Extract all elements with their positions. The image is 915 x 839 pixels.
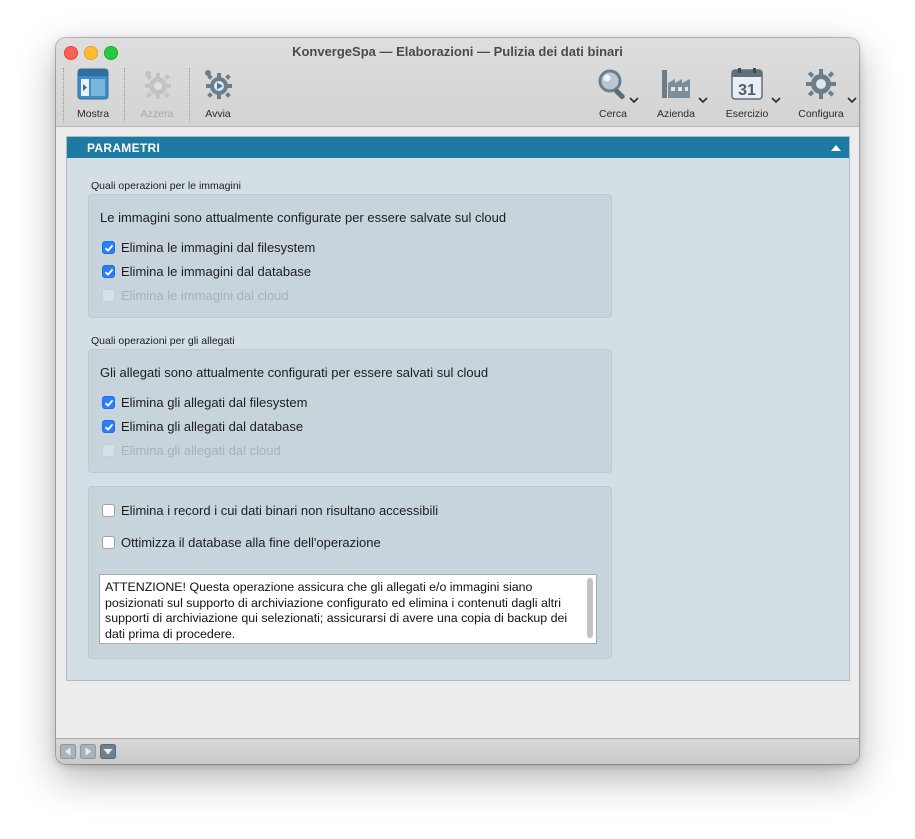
gear-icon	[804, 67, 838, 101]
panel-title: PARAMETRI	[87, 141, 161, 155]
window-title: KonvergeSpa — Elaborazioni — Pulizia dei dati binari	[292, 44, 623, 59]
checkbox-label: Ottimizza il database alla fine dell'operazione	[121, 535, 381, 550]
calendar-day: 31	[738, 82, 756, 99]
azienda-label: Azienda	[657, 108, 695, 120]
gear-reset-icon	[140, 67, 174, 101]
checkmark-icon	[104, 422, 114, 432]
layout-panel-icon	[76, 67, 110, 101]
checkbox-label: Elimina gli allegati dal database	[121, 419, 304, 434]
chevron-down-icon	[771, 97, 781, 104]
gear-play-icon	[201, 67, 235, 101]
images-info-text: Le immagini sono attualmente configurate per essere salvate sul cloud	[100, 210, 507, 225]
checkbox-box[interactable]	[102, 396, 115, 409]
warning-textarea[interactable]	[99, 574, 597, 644]
avvia-button[interactable]	[186, 67, 250, 123]
checkbox-label: Elimina gli allegati dal cloud	[121, 443, 281, 458]
images-groupbox	[88, 194, 612, 318]
magnifier-icon	[596, 67, 630, 101]
checkmark-icon	[104, 243, 114, 253]
checkbox-label: Elimina le immagini dal cloud	[121, 288, 289, 303]
checkbox-box[interactable]	[102, 420, 115, 433]
avvia-label: Avvia	[205, 108, 231, 120]
arrow-down-icon	[100, 744, 116, 759]
images-group-caption: Quali operazioni per le immagini	[91, 180, 241, 192]
scrollbar-thumb[interactable]	[587, 578, 593, 638]
checkbox-box[interactable]	[102, 241, 115, 254]
attachments-group-caption: Quali operazioni per gli allegati	[91, 335, 235, 347]
arrow-left-icon	[60, 744, 76, 759]
collapse-icon[interactable]	[831, 145, 841, 151]
chevron-down-icon	[629, 97, 639, 104]
checkbox-label: Elimina le immagini dal database	[121, 264, 312, 279]
bottom-bar	[56, 738, 859, 764]
parametri-panel	[66, 136, 850, 681]
arrow-right-icon	[80, 744, 96, 759]
checkbox-box	[102, 444, 115, 457]
configura-button[interactable]	[789, 67, 853, 123]
calendar-icon	[730, 67, 764, 101]
checkmark-icon	[104, 267, 114, 277]
mostra-button[interactable]	[61, 67, 125, 123]
next-button[interactable]	[80, 744, 96, 759]
chevron-down-icon	[847, 97, 857, 104]
azzera-label: Azzera	[140, 108, 174, 120]
attachments-info-text: Gli allegati sono attualmente configurati per essere salvati sul cloud	[100, 365, 489, 380]
factory-icon	[659, 67, 693, 101]
panel-header[interactable]	[67, 137, 849, 158]
checkmark-icon	[104, 398, 114, 408]
title-toolbar	[56, 38, 859, 127]
esercizio-button[interactable]	[715, 67, 779, 123]
warning-text: ATTENZIONE! Questa operazione assicura che gli allegati e/o immagini siano posizionati sul supporto di archiviazione configurato ed elimina i contenuti dagli altri supporti di archiviazione qui selezionati; assicurarsi di avere una copia di backup dei dati prima di procedere.	[105, 580, 568, 641]
checkbox-label: Elimina gli allegati dal filesystem	[121, 395, 308, 410]
expand-button[interactable]	[100, 744, 116, 759]
checkbox-label: Elimina i record i cui dati binari non risultano accessibili	[121, 503, 439, 518]
azzera-button[interactable]	[125, 67, 189, 123]
esercizio-label: Esercizio	[725, 108, 769, 120]
configura-label: Configura	[798, 108, 844, 120]
app-window	[56, 38, 859, 764]
checkbox-box[interactable]	[102, 265, 115, 278]
checkbox-label: Elimina le immagini dal filesystem	[121, 240, 316, 255]
cerca-label: Cerca	[598, 108, 627, 120]
mostra-label: Mostra	[76, 108, 110, 120]
azienda-button[interactable]	[644, 67, 708, 123]
checkbox-box[interactable]	[102, 536, 115, 549]
cerca-button[interactable]	[581, 67, 645, 123]
checkbox-box	[102, 289, 115, 302]
attachments-groupbox	[88, 349, 612, 473]
checkbox-box[interactable]	[102, 504, 115, 517]
previous-button[interactable]	[60, 744, 76, 759]
chevron-down-icon	[698, 97, 708, 104]
